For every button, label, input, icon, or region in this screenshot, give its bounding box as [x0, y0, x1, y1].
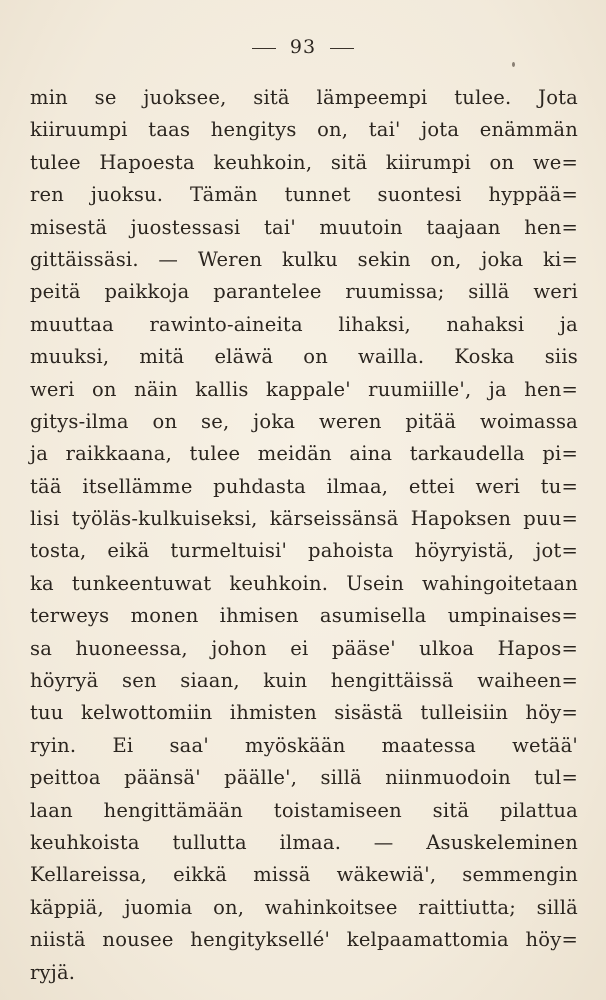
paper-speck — [512, 62, 515, 67]
text-line: ryjä. — [30, 960, 76, 984]
header-dash-left — [252, 48, 276, 49]
text-line: ja raikkaana, tulee meidän aina tarkaudella pi= — [30, 442, 578, 466]
text-line: käppiä, juomia on, wahinkoitsee raittiutta; sillä — [30, 895, 578, 919]
text-line: peittoa päänsä' päälle', sillä niinmuodoin tul= — [30, 766, 578, 790]
text-line: ren juoksu. Tämän tunnet suontesi hyppää= — [30, 183, 578, 207]
text-line: ryin. Ei saa' myöskään maatessa wetää' — [30, 733, 578, 757]
text-line: gitys-ilma on se, joka weren pitää woimassa — [30, 409, 578, 433]
text-line: tää itsellämme puhdasta ilmaa, ettei weri tu= — [30, 474, 578, 498]
text-line: muuksi, mitä eläwä on wailla. Koska siis — [30, 345, 578, 369]
text-line: tuu kelwottomiin ihmisten sisästä tulleisiin höy= — [30, 701, 578, 725]
text-line: ka tunkeentuwat keuhkoin. Usein wahingoitetaan — [30, 571, 578, 595]
text-line: min se juoksee, sitä lämpeempi tulee. Jota — [30, 86, 578, 109]
page-header — [0, 36, 606, 58]
header-dash-right — [330, 48, 354, 49]
body-text — [30, 82, 578, 989]
text-line: laan hengittämään toistamiseen sitä pilattua — [30, 798, 578, 822]
text-line: gittäissäsi. — Weren kulku sekin on, joka ki= — [30, 247, 578, 271]
text-line: lisi työläs-kulkuiseksi, kärseissänsä Hapoksen puu= — [30, 507, 578, 531]
text-line: tosta, eikä turmeltuisi' pahoista höyryistä, jot= — [30, 539, 578, 563]
text-line: sa huoneessa, johon ei pääse' ulkoa Hapos= — [30, 636, 578, 660]
text-line: Kellareissa, eikkä missä wäkewiä', semmengin — [30, 863, 578, 887]
text-line: peitä paikkoja parantelee ruumissa; sillä weri — [30, 280, 578, 304]
text-line: keuhkoista tullutta ilmaa. — Asuskeleminen — [30, 830, 578, 854]
text-line: muuttaa rawinto-aineita lihaksi, nahaksi ja — [30, 312, 578, 336]
text-line: tulee Hapoesta keuhkoin, sitä kiirumpi on we= — [30, 150, 578, 174]
text-line: niistä nousee hengityksellé' kelpaamattomia höy= — [30, 928, 578, 952]
text-line: terweys monen ihmisen asumisella umpinaises= — [30, 604, 578, 628]
text-line: höyryä sen siaan, kuin hengittäissä waiheen= — [30, 669, 578, 693]
page-number: 93 — [289, 36, 317, 58]
text-line: weri on näin kallis kappale' ruumiille', ja hen= — [30, 377, 578, 401]
text-line: misestä juostessasi tai' muutoin taajaan hen= — [30, 215, 578, 239]
text-line: kiiruumpi taas hengitys on, tai' jota enämmän — [30, 118, 578, 142]
